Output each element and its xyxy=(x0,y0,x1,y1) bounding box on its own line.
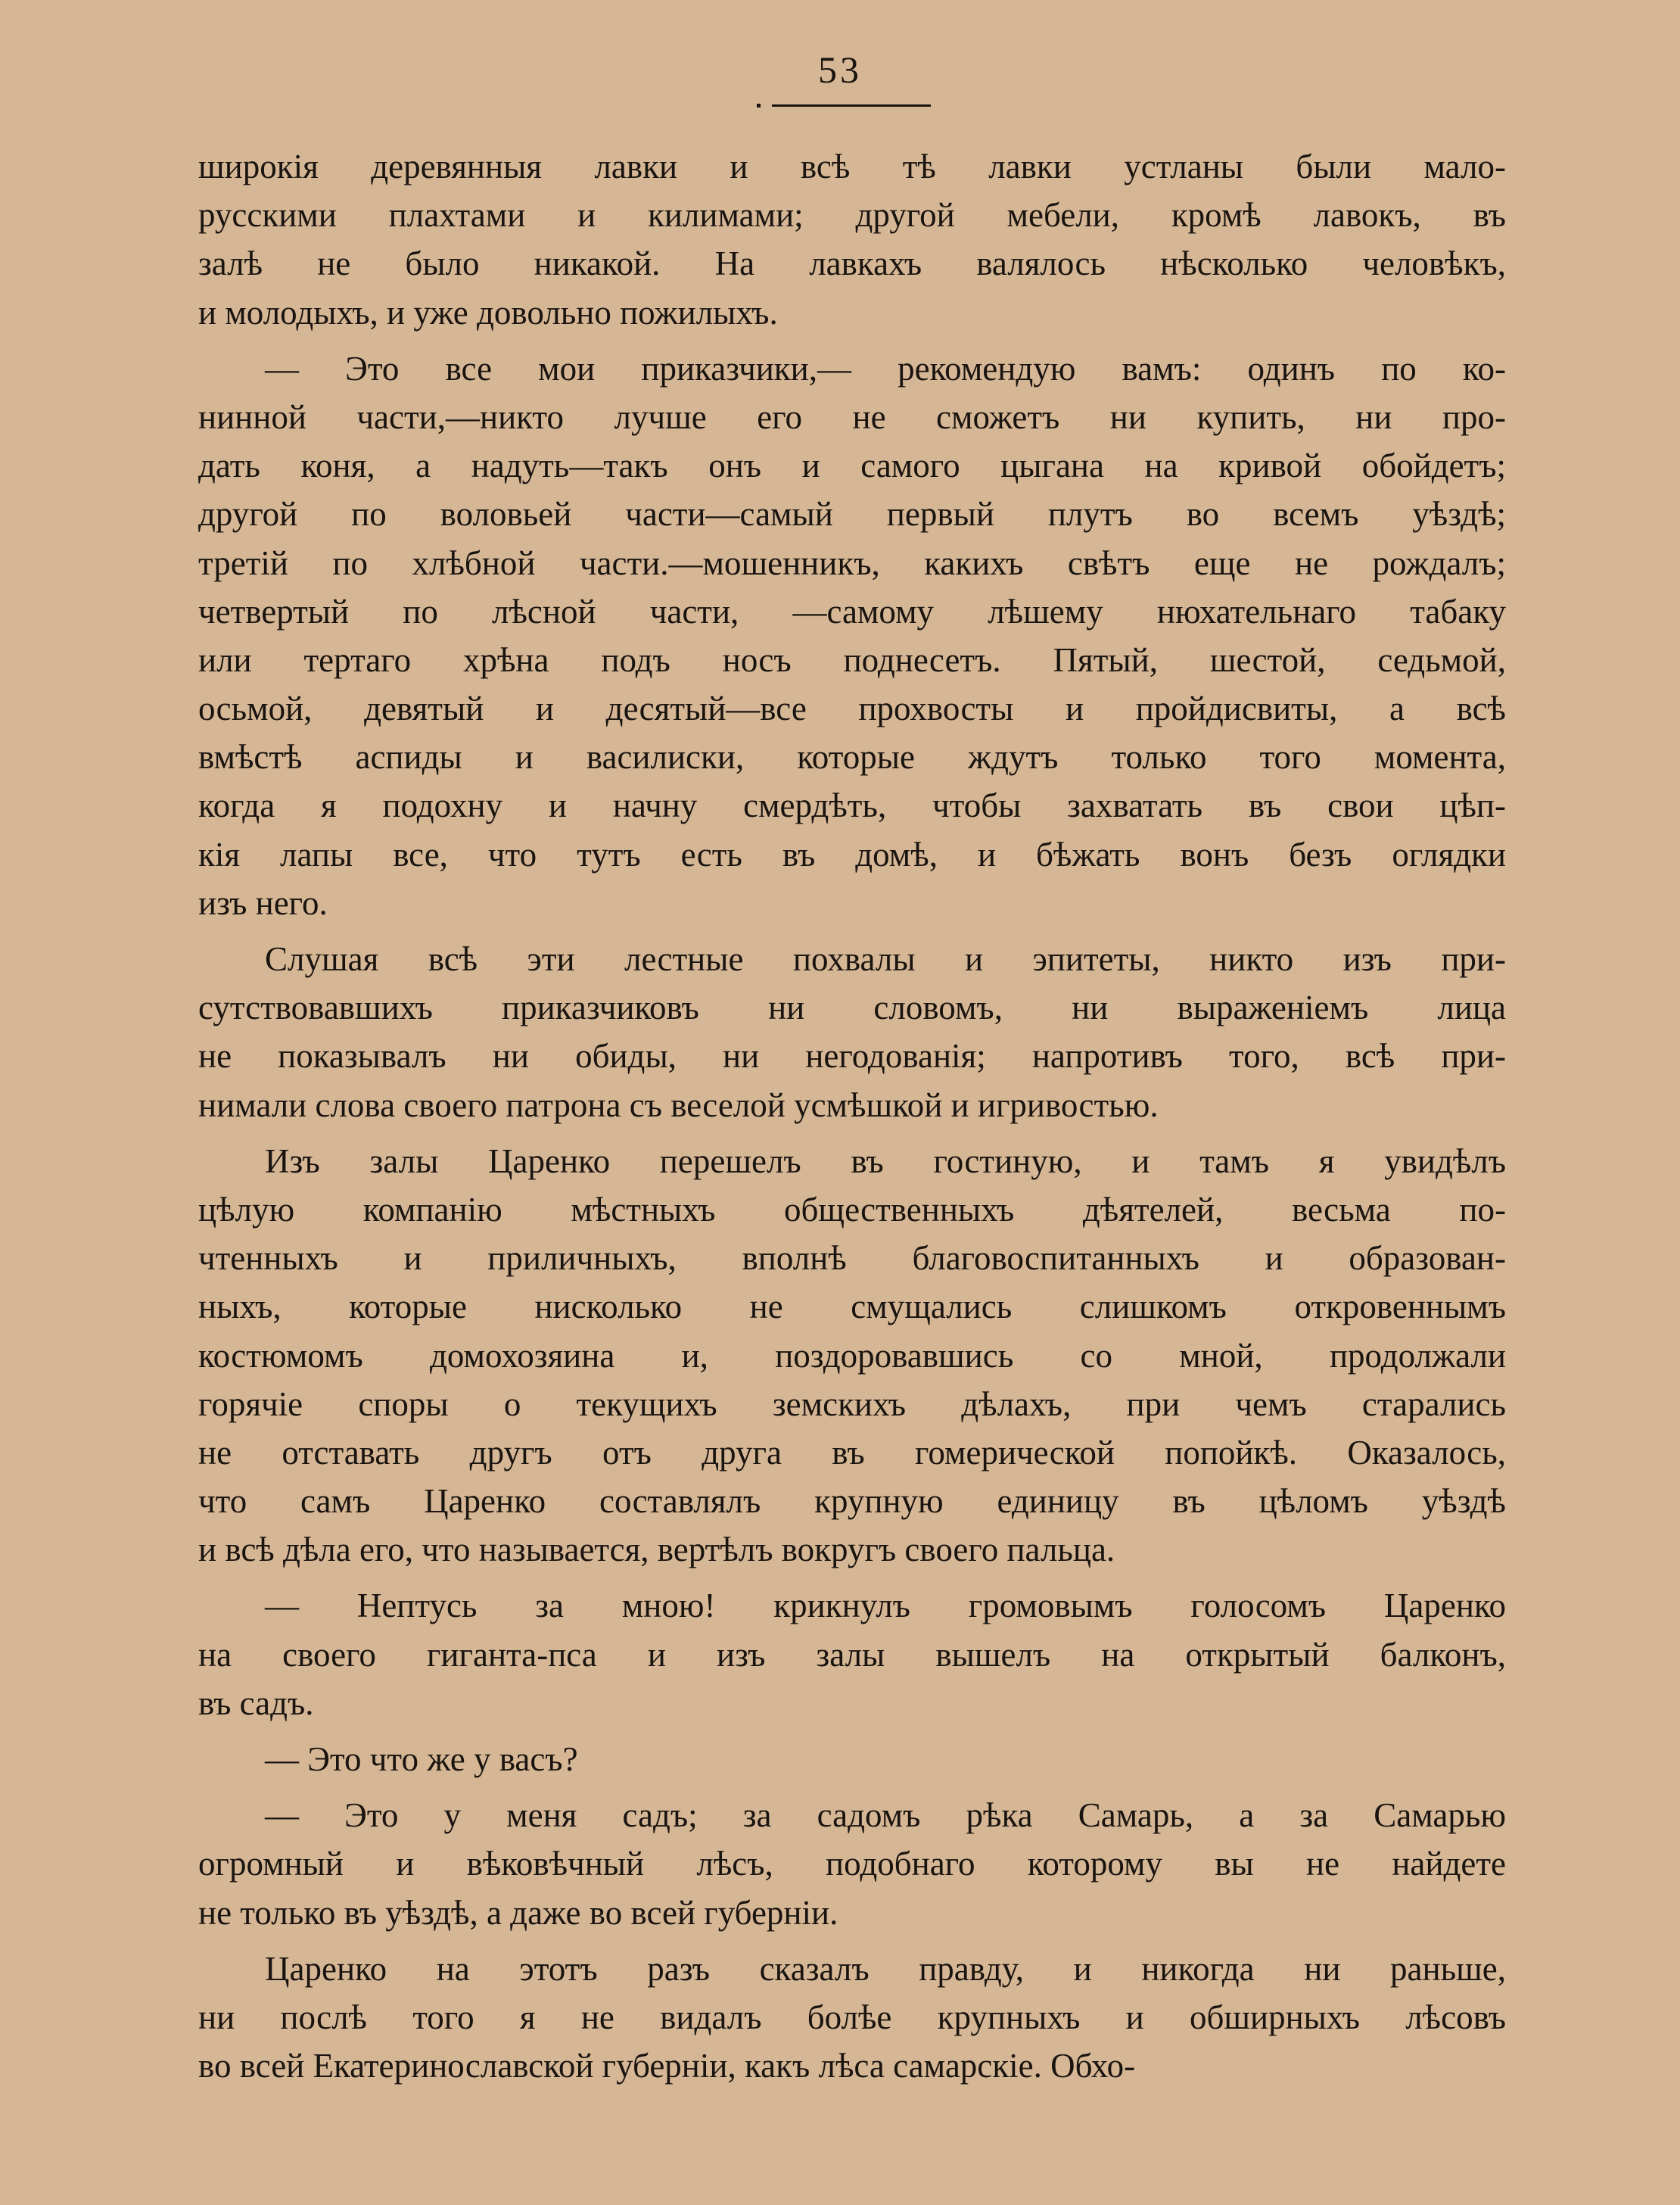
text-line: — Это что же у васъ? xyxy=(265,1740,578,1778)
text-line: и молодыхъ, и уже довольно пожилыхъ. xyxy=(198,293,778,332)
text-line: и всѣ дѣла его, что называется, вертѣлъ вокругъ своего пальца. xyxy=(198,1531,1115,1569)
paragraph-gap xyxy=(198,1129,1506,1137)
text-line: Изъ залы Царенко перешелъ въ гостиную, и тамъ я увидѣлъ xyxy=(265,1141,1506,1180)
text-line: залѣ не было никакой. На лавкахъ валялось нѣсколько человѣкъ, xyxy=(198,244,1506,283)
text-line: ни послѣ того я не видалъ болѣе крупныхъ и обширныхъ лѣсовъ xyxy=(198,1998,1506,2036)
text-line: не отставать другъ отъ друга въ гомерической попойкѣ. Оказалось, xyxy=(198,1433,1506,1472)
header-rule-dot xyxy=(757,104,761,107)
header-rule xyxy=(772,104,931,107)
page-number: 53 xyxy=(818,48,862,91)
text-line: Царенко на этотъ разъ сказалъ правду, и никогда ни раньше, xyxy=(265,1949,1506,1988)
text-line: третій по хлѣбной части.—мошенникъ, какихъ свѣтъ еще не рождалъ; xyxy=(198,543,1506,582)
paragraph xyxy=(198,1791,1506,1937)
paragraph xyxy=(198,142,1506,337)
text-line: осьмой, девятый и десятый—все прохвосты и пройдисвиты, а всѣ xyxy=(198,690,1506,728)
paragraph-gap xyxy=(198,337,1506,344)
text-line: — Нептусь за мною! крикнулъ громовымъ голосомъ Царенко xyxy=(265,1587,1506,1625)
text-line: сутствовавшихъ приказчиковъ ни словомъ, ни выраженіемъ лица xyxy=(198,989,1506,1027)
text-line: изъ него. xyxy=(198,883,328,922)
text-line: кія лапы все, что тутъ есть въ домѣ, и бѣжать вонъ безъ оглядки xyxy=(198,835,1506,874)
text-line: — Это все мои приказчики,— рекомендую вамъ: одинъ по ко- xyxy=(265,349,1506,388)
paragraph-gap xyxy=(198,1727,1506,1735)
paragraph-gap xyxy=(198,1574,1506,1581)
text-line: цѣлую компанію мѣстныхъ общественныхъ дѣятелей, весьма по- xyxy=(198,1190,1506,1229)
text-line: вмѣстѣ аспиды и василиски, которые ждутъ только того момента, xyxy=(198,738,1506,777)
paragraph xyxy=(198,1137,1506,1574)
paragraph-gap xyxy=(198,1937,1506,1945)
text-line: когда я подохну и начну смердѣть, чтобы захватать въ свои цѣп- xyxy=(198,786,1506,825)
text-line: или тертаго хрѣна подъ носъ поднесетъ. Пятый, шестой, седьмой, xyxy=(198,640,1506,679)
paragraph-gap xyxy=(198,927,1506,935)
text-line: нинной части,—никто лучше его не сможетъ ни купить, ни про- xyxy=(198,397,1506,436)
paragraph xyxy=(198,935,1506,1129)
text-line: широкія деревянныя лавки и всѣ тѣ лавки устланы были мало- xyxy=(198,148,1506,185)
text-line: русскими плахтами и килимами; другой мебели, кромѣ лавокъ, въ xyxy=(198,196,1506,235)
text-line: на своего гиганта-пса и изъ залы вышелъ на открытый балконъ, xyxy=(198,1635,1506,1674)
paragraph-gap xyxy=(198,1783,1506,1791)
text-line: не показывалъ ни обиды, ни негодованія; напротивъ того, всѣ при- xyxy=(198,1037,1506,1076)
text-line: горячіе споры о текущихъ земскихъ дѣлахъ, при чемъ старались xyxy=(198,1384,1506,1423)
text-line: Слушая всѣ эти лестные похвалы и эпитеты, никто изъ при- xyxy=(265,940,1506,978)
paragraph xyxy=(198,1945,1506,2091)
text-line: во всей Екатеринославской губерніи, какъ лѣса самарскіе. Обхо- xyxy=(198,2047,1136,2085)
text-line: не только въ уѣздѣ, а даже во всей губерніи. xyxy=(198,1893,838,1932)
text-line: — Это у меня садъ; за садомъ рѣка Самарь, а за Самарью xyxy=(265,1796,1506,1835)
text-line: ныхъ, которые нисколько не смущались слишкомъ откровеннымъ xyxy=(198,1288,1506,1326)
paragraph xyxy=(198,1735,1506,1783)
text-line: въ садъ. xyxy=(198,1683,314,1722)
text-line: дать коня, а надуть—такъ онъ и самого цыгана на кривой обойдетъ; xyxy=(198,447,1506,485)
paragraph xyxy=(198,344,1506,927)
text-line: чтенныхъ и приличныхъ, вполнѣ благовоспитанныхъ и образован- xyxy=(198,1239,1506,1278)
text-line: что самъ Царенко составлялъ крупную единицу въ цѣломъ уѣздѣ xyxy=(198,1482,1506,1521)
text-line: четвертый по лѣсной части, —самому лѣшему нюхательнаго табаку xyxy=(198,592,1506,631)
text-line: костюмомъ домохозяина и, поздоровавшись со мной, продолжали xyxy=(198,1336,1506,1375)
text-line: нимали слова своего патрона съ веселой усмѣшкой и игривостью. xyxy=(198,1085,1159,1124)
paragraph xyxy=(198,1581,1506,1727)
text-line: другой по воловьей части—самый первый плутъ во всемъ уѣздѣ; xyxy=(198,495,1506,534)
page-text xyxy=(198,142,1506,2090)
text-line: огромный и вѣковѣчный лѣсъ, подобнаго которому вы не найдете xyxy=(198,1845,1506,1883)
